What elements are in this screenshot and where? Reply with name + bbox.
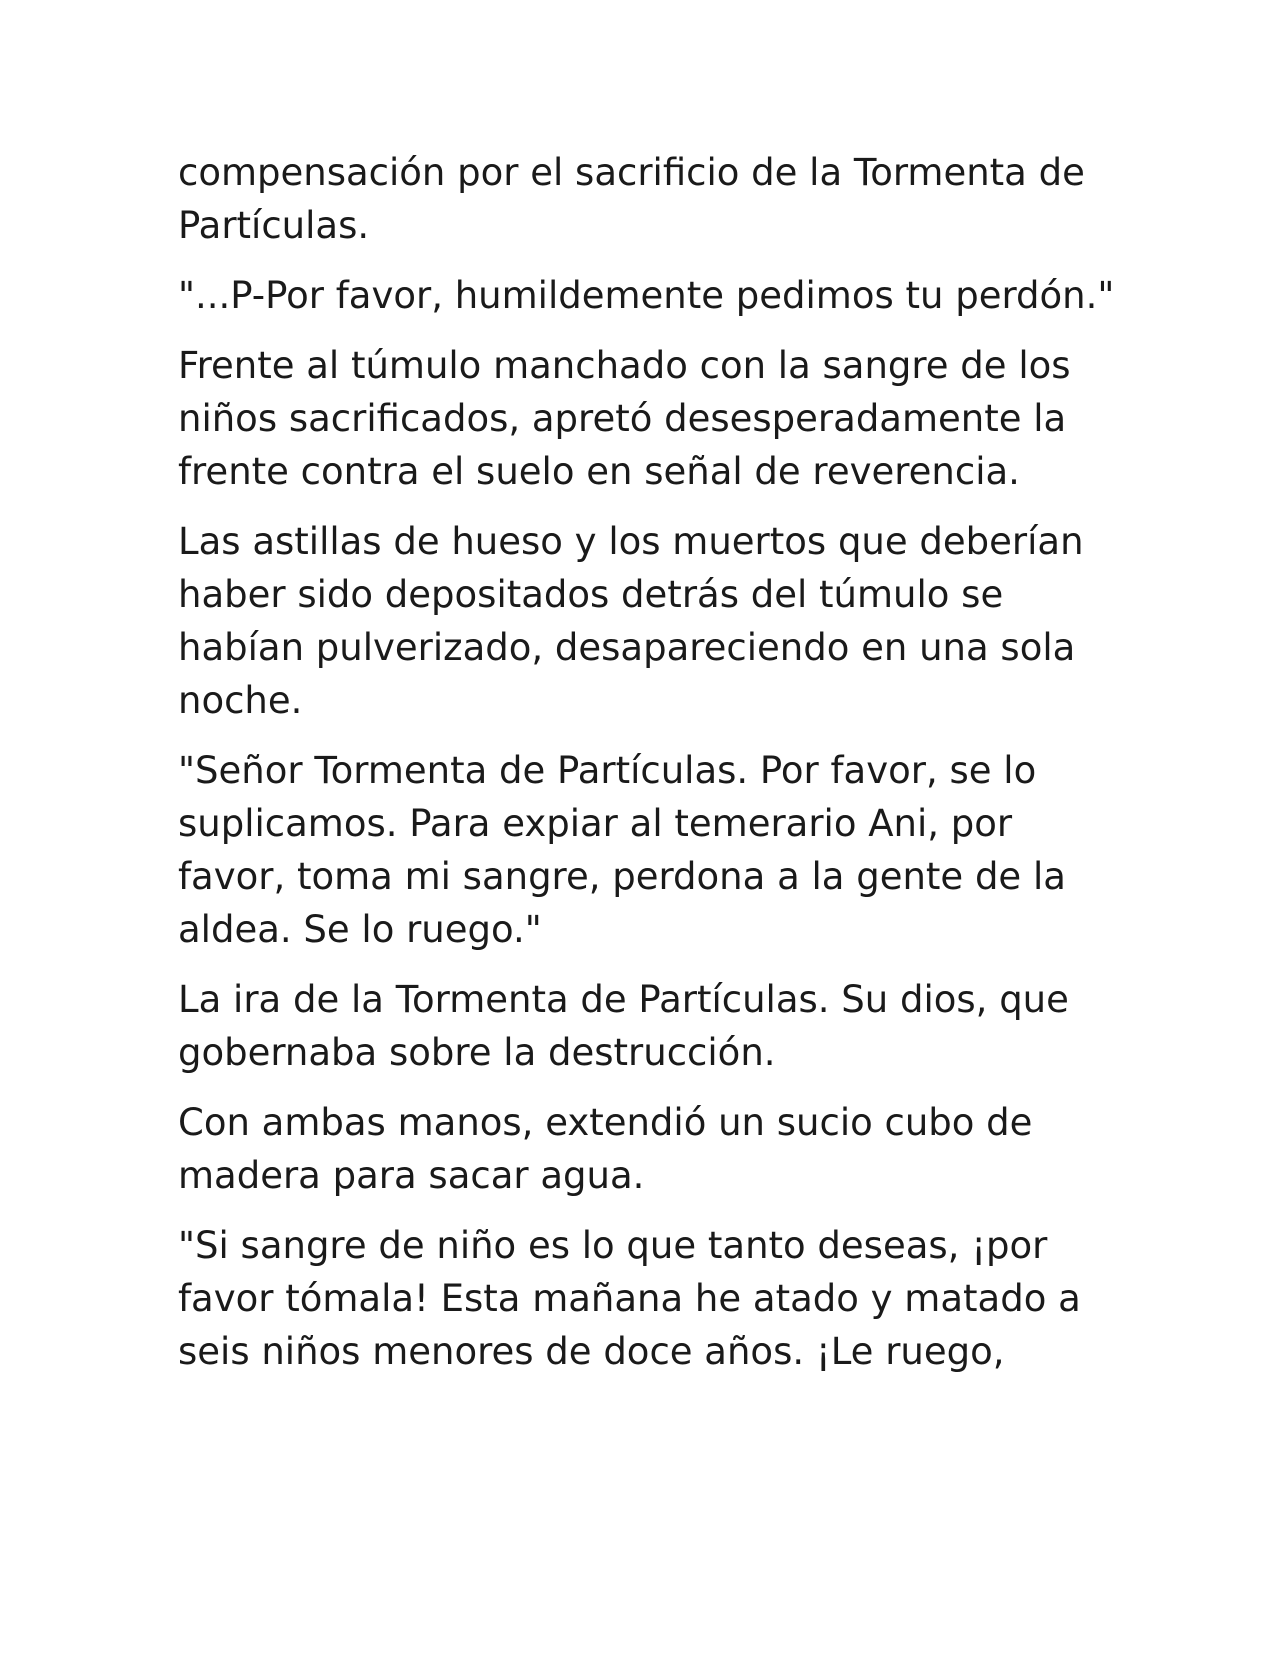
paragraph-5: "Señor Tormenta de Partículas. Por favor, se lo suplicamos. Para expiar al temerario Ani, por favor, toma mi sangre, perdona a la gente de la aldea. Se lo ruego." xyxy=(178,749,1066,951)
paragraph-2: "...P-Por favor, humildemente pedimos tu perdón." xyxy=(178,274,1115,317)
paragraph-7: Con ambas manos, extendió un sucio cubo de madera para sacar agua. xyxy=(178,1101,1033,1197)
paragraph-3: Frente al túmulo manchado con la sangre de los niños sacrificados, apretó desesperadamente la frente contra el suelo en señal de reverencia. xyxy=(178,344,1071,493)
paragraph-1: compensación por el sacrificio de la Tormenta de Partículas. xyxy=(178,151,1085,247)
paragraph-4: Las astillas de hueso y los muertos que deberían haber sido depositados detrás del túmulo se habían pulverizado, desapareciendo en una sola noche. xyxy=(178,520,1084,722)
paragraph-8: "Si sangre de niño es lo que tanto deseas, ¡por favor tómala! Esta mañana he atado y matado a seis niños menores de doce años. ¡Le ruego, xyxy=(178,1224,1081,1373)
paragraph-6: La ira de la Tormenta de Partículas. Su dios, que gobernaba sobre la destrucción. xyxy=(178,978,1069,1074)
document-page xyxy=(178,146,1118,1395)
